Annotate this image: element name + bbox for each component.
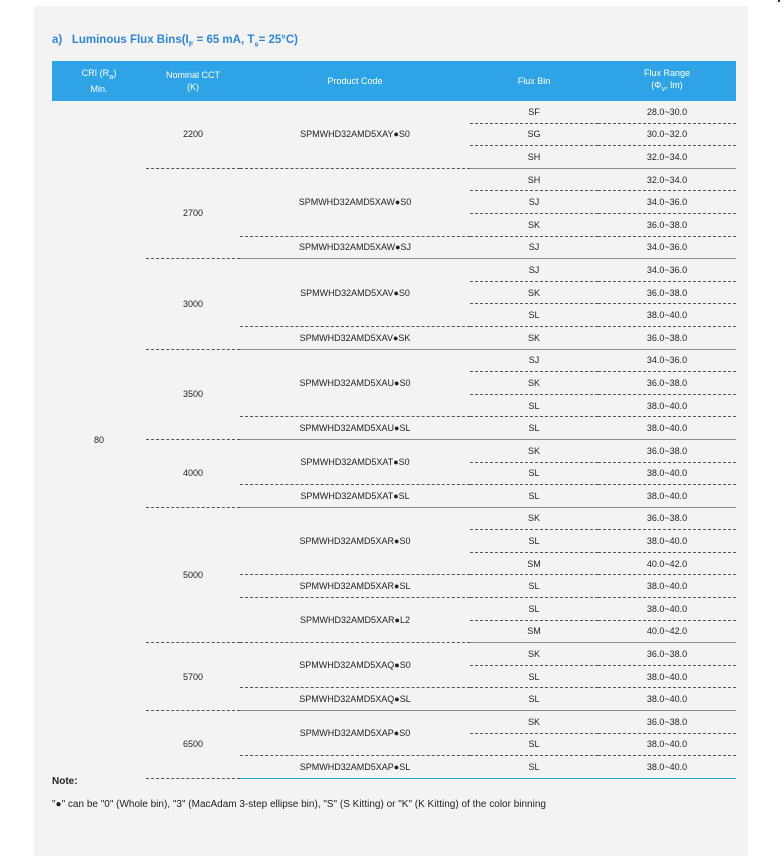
product-code-cell: SPMWHD32AMD5XAT●S0 xyxy=(240,439,470,484)
table-row xyxy=(52,439,736,462)
flux-bin-cell: SL xyxy=(470,394,598,417)
flux-range-cell: 36.0~38.0 xyxy=(598,213,736,236)
product-code-cell: SPMWHD32AMD5XAR●L2 xyxy=(240,598,470,643)
flux-range-cell: 40.0~42.0 xyxy=(598,552,736,575)
flux-bin-cell: SK xyxy=(470,213,598,236)
flux-bin-table xyxy=(52,61,736,779)
header-flux-bin: Flux Bin xyxy=(470,61,598,101)
flux-bin-cell: SH xyxy=(470,146,598,169)
product-code-cell: SPMWHD32AMD5XAY●S0 xyxy=(240,101,470,168)
section-title: a) Luminous Flux $Bins(I_F = 65$ mA, $T_s= 25^\circ C$) xyxy=(52,34,298,49)
flux-range-cell: 32.0~34.0 xyxy=(598,146,736,169)
product-code-cell: SPMWHD32AMD5XAQ●SL xyxy=(240,688,470,711)
flux-range-cell: 38.0~40.0 xyxy=(598,665,736,688)
flux-range-cell: 38.0~40.0 xyxy=(598,304,736,327)
flux-bin-cell: SK xyxy=(470,643,598,666)
flux-range-cell: 36.0~38.0 xyxy=(598,507,736,530)
cct-cell: 6500 xyxy=(146,711,240,779)
product-code-cell: SPMWHD32AMD5XAQ●S0 xyxy=(240,643,470,688)
flux-bin-cell: SJ xyxy=(470,259,598,282)
flux-bin-cell: SG xyxy=(470,123,598,146)
flux-range-cell: 36.0~38.0 xyxy=(598,372,736,395)
table-body xyxy=(52,101,736,778)
flux-bin-cell: SL xyxy=(470,304,598,327)
header-cct: Nominal CCT (K) xyxy=(146,61,240,101)
header-flux-range: Flux Range ($\Phi_v$, lm) xyxy=(598,61,736,101)
product-code-cell: SPMWHD32AMD5XAV●S0 xyxy=(240,259,470,327)
flux-bin-cell: SL xyxy=(470,575,598,598)
flux-range-cell: 38.0~40.0 xyxy=(598,417,736,440)
flux-bin-cell: SL xyxy=(470,485,598,508)
flux-bin-cell: SL xyxy=(470,756,598,779)
cct-cell: 3500 xyxy=(146,349,240,439)
product-code-cell: SPMWHD32AMD5XAR●SL xyxy=(240,575,470,598)
flux-range-cell: 34.0~36.0 xyxy=(598,191,736,214)
flux-bin-cell: SL xyxy=(470,417,598,440)
cct-cell: 3000 xyxy=(146,259,240,349)
flux-range-cell: 38.0~40.0 xyxy=(598,733,736,756)
flux-bin-cell: SL xyxy=(470,462,598,485)
flux-bin-cell: SJ xyxy=(470,349,598,372)
table-row xyxy=(52,643,736,666)
header-cri: CRI $(R_a)$ Min. xyxy=(52,61,146,101)
flux-bin-cell: SK xyxy=(470,711,598,734)
table-row xyxy=(52,349,736,372)
flux-range-cell: 38.0~40.0 xyxy=(598,394,736,417)
flux-bin-cell: SL xyxy=(470,530,598,553)
flux-range-cell: 38.0~40.0 xyxy=(598,462,736,485)
cct-cell: 2700 xyxy=(146,168,240,258)
flux-range-cell: 36.0~38.0 xyxy=(598,281,736,304)
product-code-cell: SPMWHD32AMD5XAW●SJ xyxy=(240,236,470,259)
flux-range-cell: 34.0~36.0 xyxy=(598,259,736,282)
cct-cell: 5700 xyxy=(146,643,240,711)
flux-bin-cell: SL xyxy=(470,733,598,756)
product-code-cell: SPMWHD32AMD5XAR●S0 xyxy=(240,507,470,575)
product-code-cell: SPMWHD32AMD5XAW●S0 xyxy=(240,168,470,236)
flux-bin-cell: SF xyxy=(470,101,598,123)
flux-range-cell: 36.0~38.0 xyxy=(598,326,736,349)
header-product-code: Product Code xyxy=(240,61,470,101)
product-code-cell: SPMWHD32AMD5XAU●SL xyxy=(240,417,470,440)
cct-cell: 2200 xyxy=(146,101,240,168)
cct-cell: 5000 xyxy=(146,507,240,643)
table-row xyxy=(52,711,736,734)
flux-bin-cell: SK xyxy=(470,326,598,349)
flux-bin-cell: SK xyxy=(470,281,598,304)
flux-range-cell: 38.0~40.0 xyxy=(598,756,736,779)
product-code-cell: SPMWHD32AMD5XAP●S0 xyxy=(240,711,470,756)
flux-bin-cell: SJ xyxy=(470,191,598,214)
flux-range-cell: 34.0~36.0 xyxy=(598,349,736,372)
product-code-cell: SPMWHD32AMD5XAV●SK xyxy=(240,326,470,349)
flux-range-cell: 36.0~38.0 xyxy=(598,711,736,734)
flux-bin-cell: SK xyxy=(470,507,598,530)
flux-bin-cell: SL xyxy=(470,688,598,711)
flux-bin-cell: SH xyxy=(470,168,598,191)
cct-cell: 4000 xyxy=(146,439,240,507)
flux-range-cell: 34.0~36.0 xyxy=(598,236,736,259)
table-row xyxy=(52,259,736,282)
flux-range-cell: 32.0~34.0 xyxy=(598,168,736,191)
flux-range-cell: 30.0~32.0 xyxy=(598,123,736,146)
flux-range-cell: 38.0~40.0 xyxy=(598,530,736,553)
table-header-row xyxy=(52,61,736,101)
flux-bin-cell: SM xyxy=(470,620,598,643)
flux-bin-cell: SJ xyxy=(470,236,598,259)
table-row xyxy=(52,507,736,530)
flux-bin-cell: SL xyxy=(470,598,598,621)
flux-range-cell: 28.0~30.0 xyxy=(598,101,736,123)
flux-range-cell: 40.0~42.0 xyxy=(598,620,736,643)
corner-mark xyxy=(778,0,780,2)
table-row xyxy=(52,168,736,191)
flux-bin-cell: SK xyxy=(470,372,598,395)
flux-range-cell: 36.0~38.0 xyxy=(598,439,736,462)
flux-range-cell: 36.0~38.0 xyxy=(598,643,736,666)
flux-bin-cell: SM xyxy=(470,552,598,575)
cri-cell: 80 xyxy=(93,434,104,445)
flux-range-cell: 38.0~40.0 xyxy=(598,485,736,508)
product-code-cell: SPMWHD32AMD5XAP●SL xyxy=(240,756,470,779)
flux-bin-cell: SL xyxy=(470,665,598,688)
flux-bin-cell: SK xyxy=(470,439,598,462)
table-row xyxy=(52,101,736,123)
product-code-cell: SPMWHD32AMD5XAU●S0 xyxy=(240,349,470,417)
flux-range-cell: 38.0~40.0 xyxy=(598,575,736,598)
note-text: "●" can be "0" (Whole bin), "3" (MacAdam 3-step ellipse bin), "S" (S Kitting) or "K" (K Kitting) of the color binning xyxy=(52,799,546,810)
note-title: Note: xyxy=(52,776,78,787)
flux-range-cell: 38.0~40.0 xyxy=(598,688,736,711)
product-code-cell: SPMWHD32AMD5XAT●SL xyxy=(240,485,470,508)
flux-range-cell: 38.0~40.0 xyxy=(598,598,736,621)
